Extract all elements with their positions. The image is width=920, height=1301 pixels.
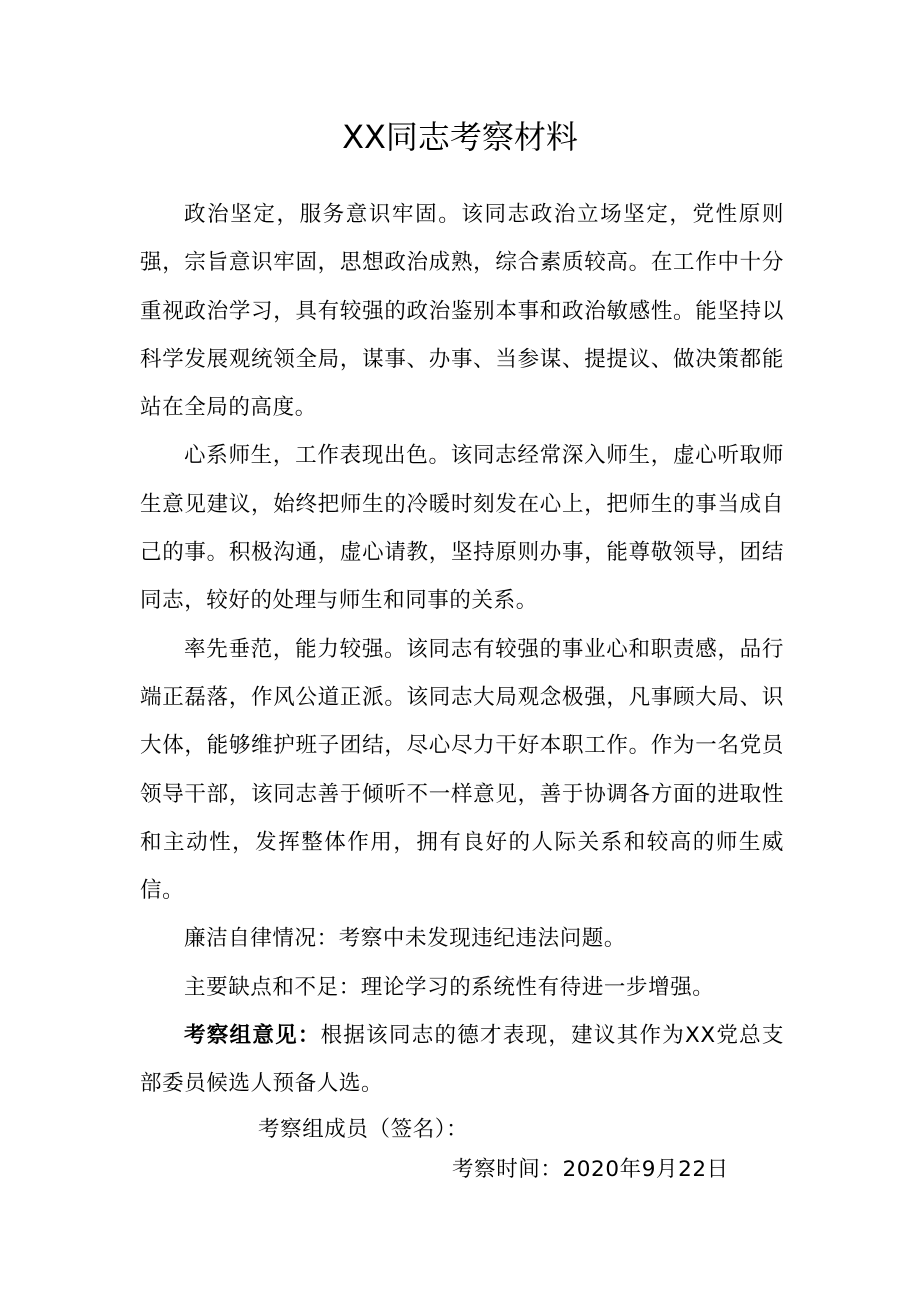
opinion-label: 考察组意见： (184, 1023, 321, 1049)
paragraph-group-opinion (140, 1012, 784, 1109)
document-body (140, 191, 784, 1109)
signature-line: 考察组成员（签名）： (258, 1117, 469, 1142)
paragraph-shortcomings: 主要缺点和不足：理论学习的系统性有待进一步增强。 (184, 974, 715, 1000)
opinion-text: 根据该同志的德才表现，建议其作为XX党总支部委员候选人预备人选。 (140, 1023, 784, 1097)
paragraph-integrity: 廉洁自律情况：考察中未发现违纪违法问题。 (184, 926, 627, 952)
paragraph-political: 政治坚定，服务意识牢固。该同志政治立场坚定，党性原则强，宗旨意识牢固，思想政治成熟，综合素质较高。在工作中十分重视政治学习，具有较强的政治鉴别本事和政治敏感性。能坚持以科学发展观统领全局，谋事、办事、当参谋、提提议、做决策都能站在全局的高度。 (140, 202, 784, 421)
paragraph-leadership: 率先垂范，能力较强。该同志有较强的事业心和职责感，品行端正磊落，作风公道正派。该同志大局观念极强，凡事顾大局、识大体，能够维护班子团结，尽心尽力干好本职工作。作为一名党员领导干部，该同志善于倾听不一样意见，善于协调各方面的进取性和主动性，发挥整体作用，拥有良好的人际关系和较高的师生威信。 (140, 636, 784, 904)
inspection-date: 考察时间：2020年9月22日 (452, 1157, 729, 1182)
document-title: XX同志考察材料 (342, 118, 578, 156)
paragraph-teachers-students: 心系师生，工作表现出色。该同志经常深入师生，虚心听取师生意见建议，始终把师生的冷暖时刻发在心上，把师生的事当成自己的事。积极沟通，虚心请教，坚持原则办事，能尊敬领导，团结同志，较好的处理与师生和同事的关系。 (140, 443, 784, 614)
